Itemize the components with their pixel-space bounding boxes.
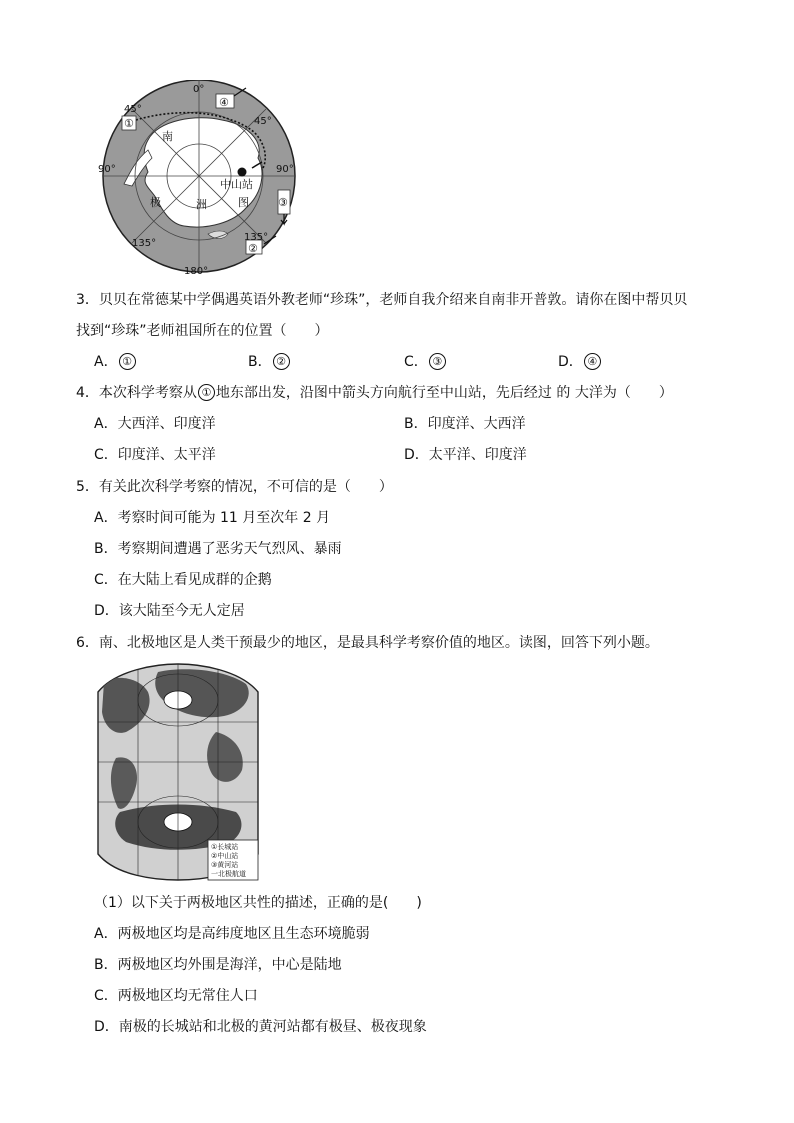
q6-sub1-stem: （1）以下关于两极地区共性的描述，正确的是( ) xyxy=(94,895,422,911)
world-polar-map xyxy=(96,662,260,882)
legend-item: ①长城站 xyxy=(211,843,239,851)
q3-option-d[interactable] xyxy=(558,352,602,372)
q3-option-c[interactable] xyxy=(404,352,447,372)
option-letter: C． xyxy=(404,354,428,370)
land-label-zhongshan: 中山站 xyxy=(220,178,253,191)
map-char: 洲 xyxy=(196,198,207,211)
q5-option-b[interactable]: B．考察期间遭遇了恶劣天气烈风、暴雨 xyxy=(94,541,342,557)
q4-stem-mark: ① xyxy=(198,384,215,401)
option-letter: A． xyxy=(94,354,118,370)
lat-label: 135° xyxy=(132,238,157,249)
lat-label: 0° xyxy=(193,84,205,95)
legend-item: ②中山站 xyxy=(211,852,239,860)
marker-4: ④ xyxy=(219,96,229,109)
q5-option-d[interactable]: D．该大陆至今无人定居 xyxy=(94,603,245,619)
q4-option-a[interactable]: A．大西洋、印度洋 xyxy=(94,416,216,432)
option-letter: D． xyxy=(558,354,583,370)
lat-label: 90° xyxy=(98,164,116,175)
q6-option-c[interactable]: C．两极地区均无常住人口 xyxy=(94,988,258,1004)
q3-option-a[interactable] xyxy=(94,352,137,372)
q5-option-a[interactable]: A．考察时间可能为 11 月至次年 2 月 xyxy=(94,510,331,526)
lat-label: 135° xyxy=(244,232,269,243)
option-mark: ③ xyxy=(429,353,446,370)
antarctica-polar-map xyxy=(96,80,302,278)
option-mark: ④ xyxy=(584,353,601,370)
q5-option-c[interactable]: C．在大陆上看见成群的企鹅 xyxy=(94,572,272,588)
lat-label: 90° xyxy=(276,164,294,175)
q6-option-b[interactable]: B．两极地区均外围是海洋，中心是陆地 xyxy=(94,957,342,973)
q4-stem: 4．本次科学考察从 ① 地东部出发，沿图中箭头方向航行至中山站，先后经过 的 大洋为（ ） xyxy=(76,385,673,401)
land-label-ji: 极 xyxy=(150,196,161,209)
lat-label: 45° xyxy=(124,104,142,115)
q3-stem-line1: 3．贝贝在常德某中学偶遇英语外教老师“珍珠”，老师自我介绍来自南非开普敦。请你在图中帮贝贝 xyxy=(76,292,688,308)
q3-stem-line2: 找到“珍珠”老师祖国所在的位置（ ） xyxy=(76,323,329,339)
map-char: 图 xyxy=(238,196,249,209)
option-mark: ① xyxy=(119,353,136,370)
option-mark: ② xyxy=(273,353,290,370)
land-label-nan: 南 xyxy=(162,130,173,143)
lat-label: 180° xyxy=(184,266,209,277)
marker-1: ① xyxy=(124,117,134,130)
marker-2: ② xyxy=(248,242,258,255)
q4-option-c[interactable]: C．印度洋、太平洋 xyxy=(94,447,216,463)
lat-label: 45° xyxy=(254,116,272,127)
option-letter: B． xyxy=(248,354,272,370)
q5-stem: 5．有关此次科学考察的情况，不可信的是（ ） xyxy=(76,479,393,495)
q3-option-b[interactable] xyxy=(248,352,291,372)
q4-option-b[interactable]: B．印度洋、大西洋 xyxy=(404,416,526,432)
q6-stem: 6．南、北极地区是人类干预最少的地区，是最具科学考察价值的地区。读图，回答下列小题。 xyxy=(76,635,659,651)
q4-option-d[interactable]: D．太平洋、印度洋 xyxy=(404,447,527,463)
marker-3: ③ xyxy=(278,196,288,209)
q6-option-d[interactable]: D．南极的长城站和北极的黄河站都有极昼、极夜现象 xyxy=(94,1019,427,1035)
legend-item: 一北极航道 xyxy=(211,870,246,878)
legend-item: ③黄河站 xyxy=(211,861,239,869)
q6-option-a[interactable]: A．两极地区均是高纬度地区且生态环境脆弱 xyxy=(94,926,370,942)
